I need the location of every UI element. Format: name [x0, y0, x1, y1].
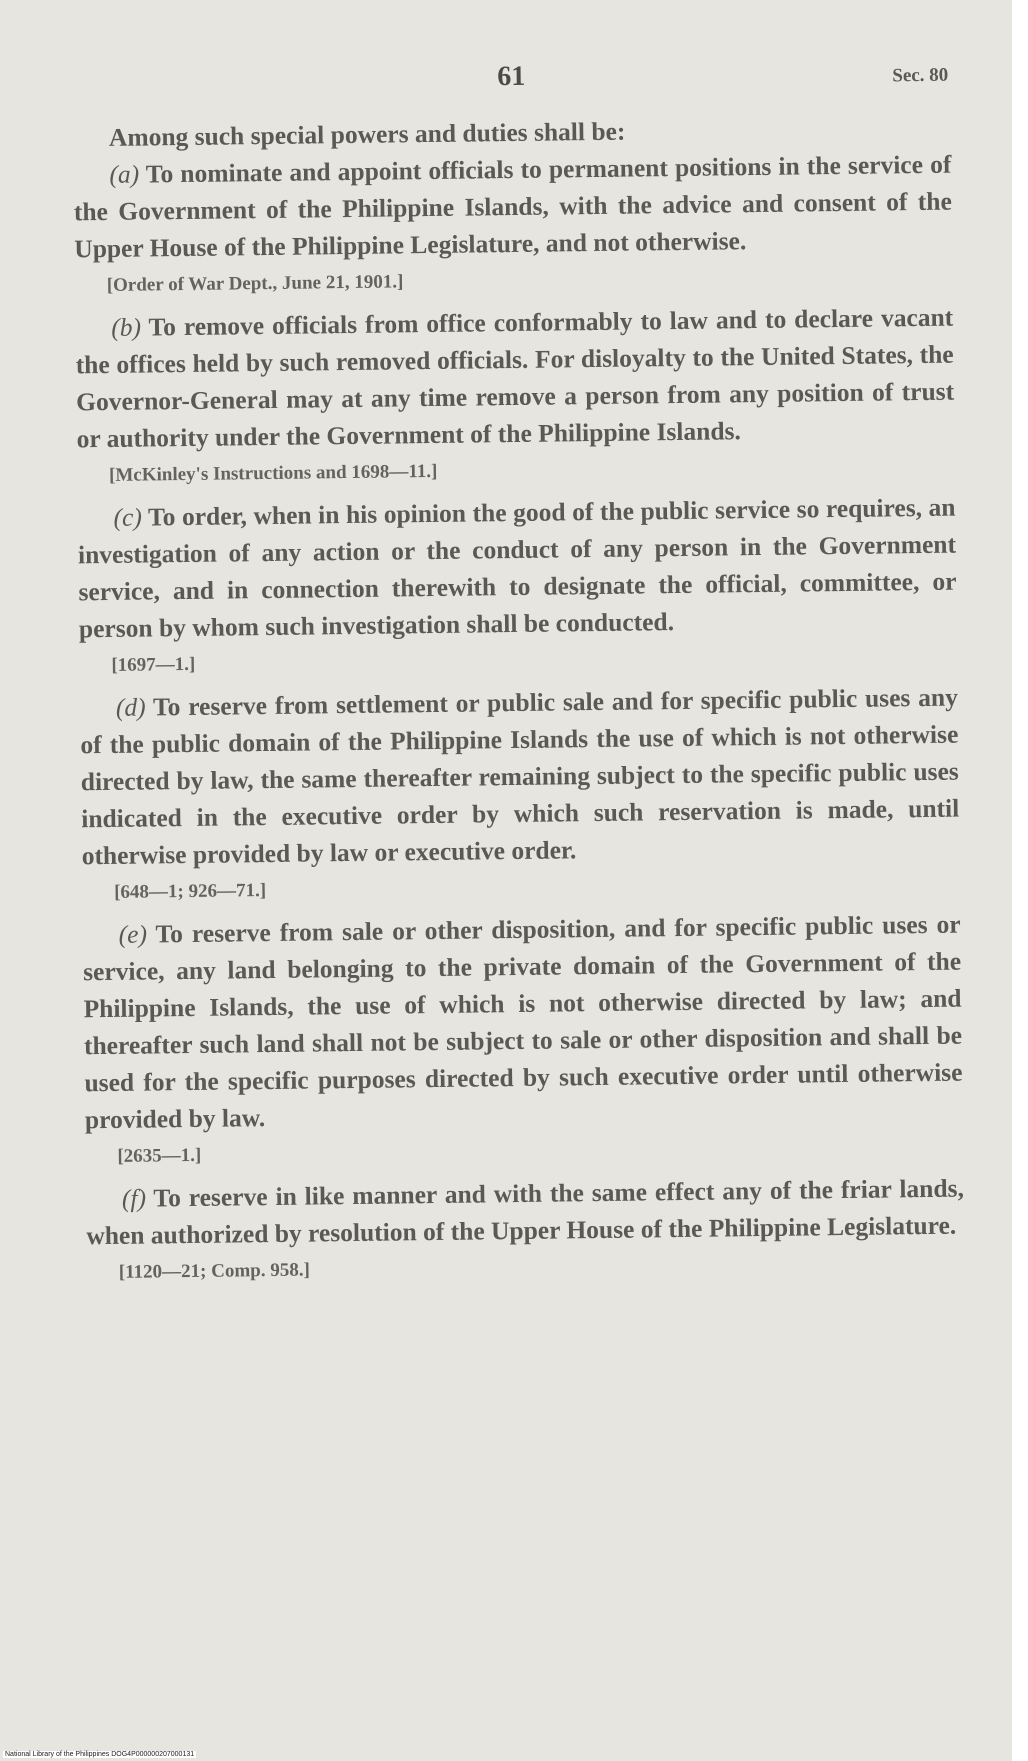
paragraph-text: To order, when in his opinion the good of the public service so requires, an investigation of any action or the conduct of any person in the Government service, and in connection therewith to designate the official, committee, or person by whom such investigation shall be conducted.: [77, 492, 957, 644]
paragraph-letter: (a): [109, 159, 140, 189]
scan-footer-note: National Library of the Philippines DOG4P000000207000131: [5, 1751, 195, 1758]
paragraph-letter: (c): [113, 502, 143, 532]
citation-b: [McKinley's Instructions and 1698—11.]: [108, 460, 438, 486]
paragraph-letter: (e): [118, 919, 148, 949]
paragraph-b: [75, 299, 955, 458]
paragraph-letter: (d): [115, 692, 146, 722]
paragraph-letter: (f): [121, 1183, 147, 1213]
citation-d: [648—1; 926—71.]: [114, 880, 267, 903]
paragraph-text: To reserve from settlement or public sale and for specific public uses any of the public domain of the Philippine Islands the use of which is not otherwise directed by law, the same thereafter remaining subject to the specific public uses indicated in the executive order by which such reservation is made, until otherwise provided by law or executive order.: [80, 682, 960, 871]
citation-a: [Order of War Dept., June 21, 1901.]: [106, 271, 404, 296]
citation-c: [1697—1.]: [111, 653, 196, 676]
section-reference: Sec. 80: [892, 64, 949, 87]
paragraph-f: [86, 1170, 965, 1255]
paragraph-e: [82, 906, 963, 1139]
page-header: [72, 53, 950, 106]
citation-f: [1120—21; Comp. 958.]: [118, 1259, 310, 1283]
paragraph-text: To reserve in like manner and with the same effect any of the friar lands, when authorized by resolution of the Upper House of the Philippine Legislature.: [86, 1173, 965, 1251]
citation-e: [2635—1.]: [117, 1144, 202, 1167]
page-content: [72, 53, 965, 1297]
paragraph-letter: (b): [111, 312, 142, 342]
paragraph-c: [77, 489, 957, 648]
paragraph-d: [80, 679, 960, 875]
page-number: 61: [497, 60, 526, 93]
paragraph-text: To nominate and appoint officials to permanent positions in the service of the Government of the Philippine Islands, with the advice and consent of the Upper House of the Philippine Legislature, and not otherwise.: [73, 149, 952, 264]
intro-paragraph: Among such special powers and duties shall be:: [108, 116, 626, 152]
scan-margin: [1012, 0, 1028, 1761]
paragraph-text: To reserve from sale or other disposition, and for specific public uses or service, any land belonging to the private domain of the Government of the Philippine Islands, the use of which is not otherwise directed by law; and thereafter such land shall not be subject to sale or other disposition and shall be used for the specific purposes directed by such executive order until otherwise provided by law.: [82, 909, 963, 1135]
paragraph-a: [73, 146, 952, 268]
paragraph-text: To remove officials from office conformably to law and to declare vacant the offices held by such removed officials. For disloyalty to the United States, the Governor-General may at any time remove a person from any position of trust or authority under the Government of the Philippine Islands.: [75, 302, 955, 454]
